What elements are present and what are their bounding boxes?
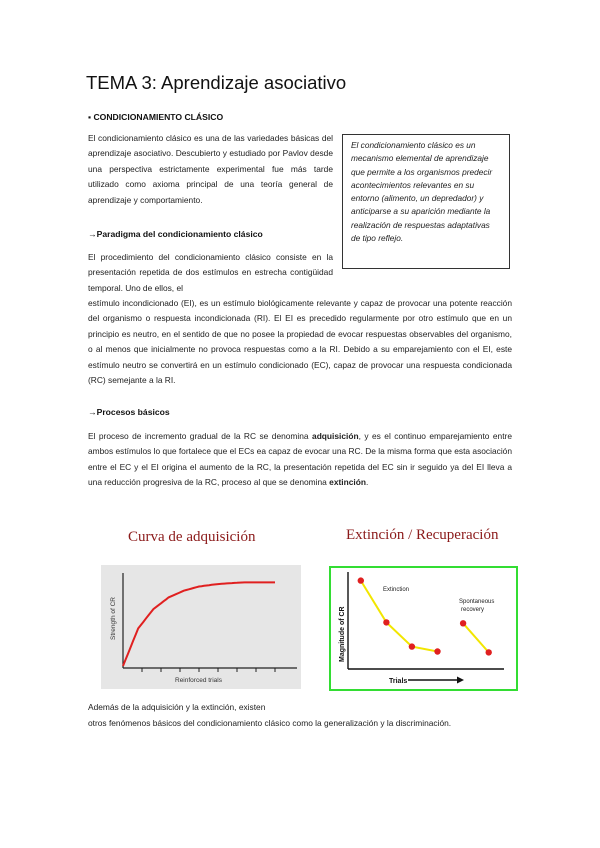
paradigm-paragraph-b: estímulo incondicionado (EI), es un estímulo biológicamente relevante y capaz de provocar una potente reacción del organismo o respuesta incondicionada (RI). El EI es precedido regularmente por otro estímulo que en un principio es neutro, en el sentido de que no posee la propiedad de evocar respuestas observables del organismo, o al menos que inicialmente no provoca respuestas como a la RI. Debido a su emparejamiento con el EI, este estímulo neutro se convertirá en un estímulo condicionado (EC), capaz de provocar una respuesta condicionada (RC) semejante a la RI. bbox=[88, 298, 512, 386]
extinction-data-point bbox=[358, 577, 364, 583]
processes-heading: →Procesos básicos bbox=[88, 407, 170, 417]
acquisition-chart-title: Curva de adquisición bbox=[128, 529, 256, 545]
page-title: TEMA 3: Aprendizaje asociativo bbox=[86, 72, 347, 93]
intro-paragraph: El condicionamiento clásico es una de las variedades básicas del aprendizaje asociativo. Descubierto y estudiado por Pavlov desde una perspectiva estrictamente experimental fue más tarde utilizado como axioma principal de una teoría general de aprendizaje y comportamiento. bbox=[88, 133, 333, 205]
extinction-data-point bbox=[409, 643, 415, 649]
extinction-annotation: Extinction bbox=[383, 587, 410, 593]
extinction-data-point bbox=[434, 648, 440, 654]
extinction-data-point bbox=[486, 649, 492, 655]
spontaneous-annotation: Spontaneous bbox=[459, 599, 495, 605]
closing-line-1: Además de la adquisición y la extinción, existen bbox=[88, 702, 266, 712]
extinction-data-point bbox=[383, 619, 389, 625]
paradigm-heading: →Paradigma del condicionamiento clásico bbox=[88, 229, 263, 239]
extinction-xlabel: Trials bbox=[389, 678, 408, 685]
acquisition-ylabel: Strength of CR bbox=[110, 597, 117, 640]
extinction-chart-title: Extinción / Recuperación bbox=[346, 527, 499, 543]
keyword-extincion: extinción bbox=[329, 477, 366, 488]
processes-text-1: El proceso de incremento gradual de la RC se denomina bbox=[88, 431, 313, 441]
processes-text-3: . bbox=[365, 477, 369, 488]
extinction-chart-frame bbox=[330, 567, 517, 690]
section-label: CONDICIONAMIENTO CLÁSICO bbox=[93, 112, 224, 122]
callout-box: El condicionamiento clásico es un mecanismo elemental de aprendizaje que permite a los organismos predecir acontecimientos relevantes en su entorno (alimento, un depredador) y anticiparse a su aparición mediante la realización de respuestas adaptativas de tipo reflejo. bbox=[342, 134, 510, 269]
acquisition-xlabel: Reinforced trials bbox=[175, 677, 222, 684]
keyword-adquisicion: adquisición bbox=[312, 431, 359, 441]
extinction-chart bbox=[329, 566, 518, 691]
recovery-annotation: recovery bbox=[461, 607, 485, 613]
paradigm-paragraph-a: El procedimiento del condicionamiento clásico consiste en la presentación repetida de dos estímulos en estrecha contigüidad temporal. Uno de ellos, el bbox=[88, 252, 333, 293]
bullet-icon: ▪ bbox=[88, 112, 92, 122]
section-heading bbox=[88, 112, 223, 122]
processes-text-2: , y es el continuo emparejamiento entre ambos estímulos lo que fortalece que el ECs ea capaz de evocar una RC. De la misma forma que esta asociación entre el EC y el EI origina el aumento de la RC, la presentación repetida del EC sin ir seguido ya del EI lleva a una reducción progresiva de la RC, proceso al que se denomina bbox=[88, 431, 512, 488]
extinction-ylabel: Magnitude of CR bbox=[339, 606, 346, 662]
closing-paragraph: otros fenómenos básicos del condicionamiento clásico como la generalización y la discriminación. bbox=[88, 718, 452, 728]
processes-paragraph bbox=[88, 429, 512, 491]
extinction-data-point bbox=[460, 620, 466, 626]
acquisition-chart-background bbox=[101, 565, 301, 689]
acquisition-chart bbox=[101, 565, 301, 689]
